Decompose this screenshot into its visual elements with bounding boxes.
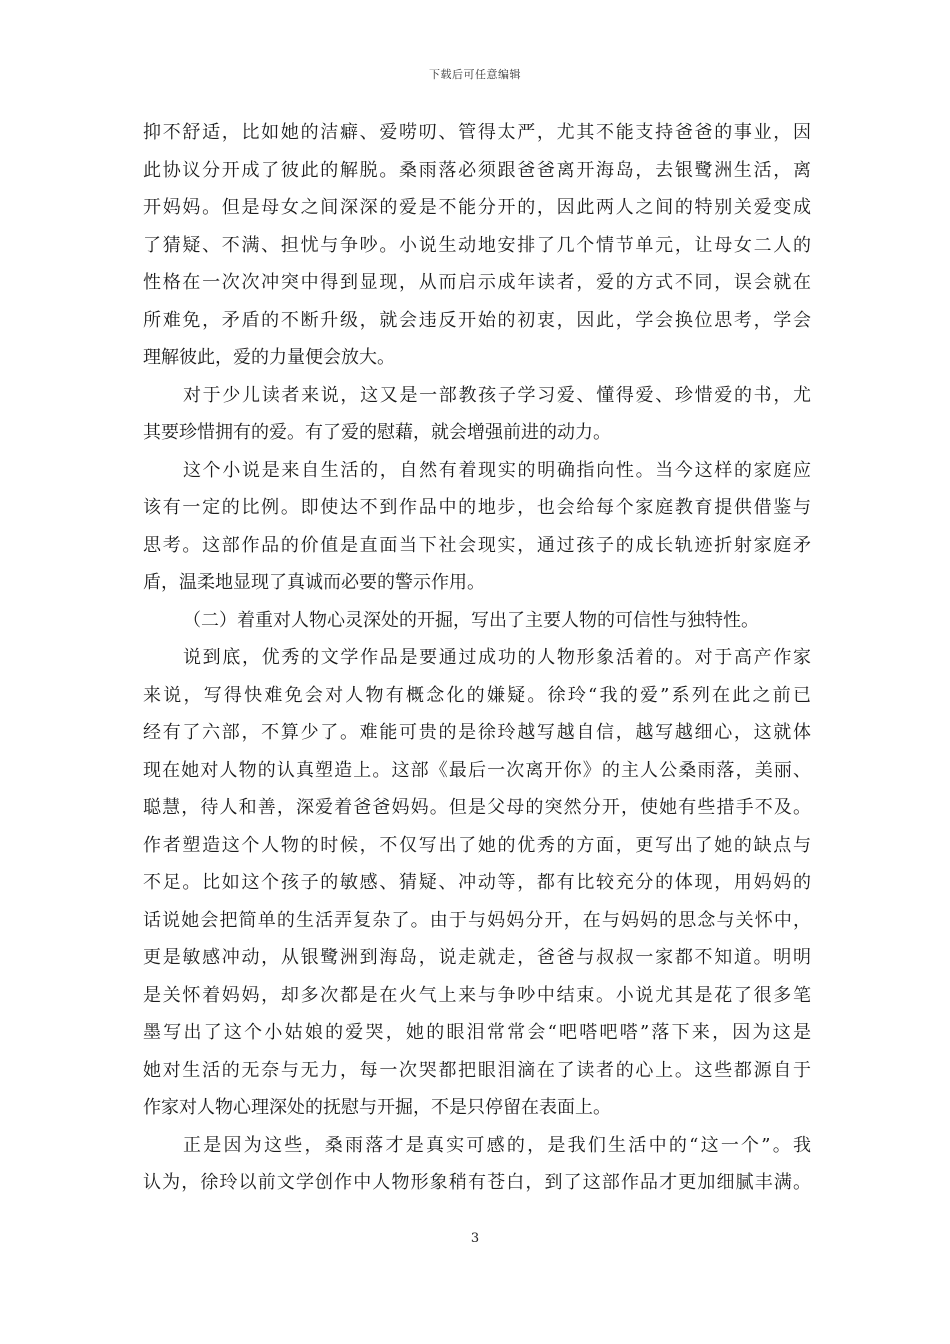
page-number: 3 [470, 1231, 480, 1246]
body-line: 经有了六部，不算少了。难能可贵的是徐玲越写越自信，越写越细心，这就体 [143, 722, 811, 743]
body-line: 她对生活的无奈与无力，每一次哭都把眼泪滴在了读者的心上。这些都源自于 [143, 1059, 811, 1081]
body-line: 此协议分开成了彼此的解脱。桑雨落必须跟爸爸离开海岛，去银鹭洲生活，离 [143, 159, 811, 181]
body-line: 性格在一次次冲突中得到显现，从而启示成年读者，爱的方式不同，误会就在 [143, 272, 811, 293]
body-line: 来说，写得快难免会对人物有概念化的嫌疑。徐玲“我的爱”系列在此之前已 [143, 684, 811, 706]
body-line: 作者塑造这个人物的时候，不仅写出了她的优秀的方面，更写出了她的缺点与 [143, 834, 811, 856]
body-line: 不足。比如这个孩子的敏感、猜疑、冲动等，都有比较充分的体现，用妈妈的 [143, 872, 811, 893]
body-line: 这个小说是来自生活的，自然有着现实的明确指向性。当今这样的家庭应 [183, 459, 811, 481]
body-line: 认为，徐玲以前文学创作中人物形象稍有苍白，到了这部作品才更加细腻丰满。 [143, 1172, 811, 1193]
body-line: 话说她会把简单的生活弄复杂了。由于与妈妈分开，在与妈妈的思念与关怀中， [143, 909, 811, 931]
body-line: 其要珍惜拥有的爱。有了爱的慰藉，就会增强前进的动力。 [143, 422, 611, 443]
body-line: 理解彼此，爱的力量便会放大。 [143, 347, 395, 368]
body-line: 对于少儿读者来说，这又是一部教孩子学习爱、懂得爱、珍惜爱的书，尤 [183, 384, 811, 406]
body-line: 该有一定的比例。即使达不到作品中的地步，也会给每个家庭教育提供借鉴与 [143, 497, 811, 518]
body-line: 正是因为这些，桑雨落才是真实可感的，是我们生活中的“这一个”。我 [183, 1134, 811, 1156]
body-line: 思考。这部作品的价值是直面当下社会现实，通过孩子的成长轨迹折射家庭矛 [143, 534, 811, 556]
body-text [143, 114, 811, 1202]
body-line: 更是敏感冲动，从银鹭洲到海岛，说走就走，爸爸与叔叔一家都不知道。明明 [143, 947, 811, 968]
body-line: 说到底，优秀的文学作品是要通过成功的人物形象活着的。对于高产作家 [183, 647, 811, 668]
page-header: 下载后可任意编辑 [429, 68, 521, 81]
body-line: 墨写出了这个小姑娘的爱哭，她的眼泪常常会“吧嗒吧嗒”落下来，因为这是 [143, 1022, 811, 1043]
section-heading: （二）着重对人物心灵深处的开掘，写出了主要人物的可信性与独特性。 [183, 609, 759, 631]
body-line: 作家对人物心理深处的抚慰与开掘，不是只停留在表面上。 [143, 1097, 611, 1118]
body-line: 了猜疑、不满、担忧与争吵。小说生动地安排了几个情节单元，让母女二人的 [143, 234, 811, 256]
body-line: 聪慧，待人和善，深爱着爸爸妈妈。但是父母的突然分开，使她有些措手不及。 [143, 797, 811, 818]
body-line: 盾，温柔地显现了真诚而必要的警示作用。 [143, 572, 485, 593]
body-line: 是关怀着妈妈，却多次都是在火气上来与争吵中结束。小说尤其是花了很多笔 [143, 984, 811, 1006]
body-line: 所难免，矛盾的不断升级，就会违反开始的初衷，因此，学会换位思考，学会 [143, 309, 811, 331]
body-line: 开妈妈。但是母女之间深深的爱是不能分开的，因此两人之间的特别关爱变成 [143, 197, 811, 218]
body-line: 抑不舒适，比如她的洁癖、爱唠叨、管得太严，尤其不能支持爸爸的事业，因 [143, 122, 811, 143]
body-line: 现在她对人物的认真塑造上。这部《最后一次离开你》的主人公桑雨落，美丽、 [143, 759, 811, 781]
